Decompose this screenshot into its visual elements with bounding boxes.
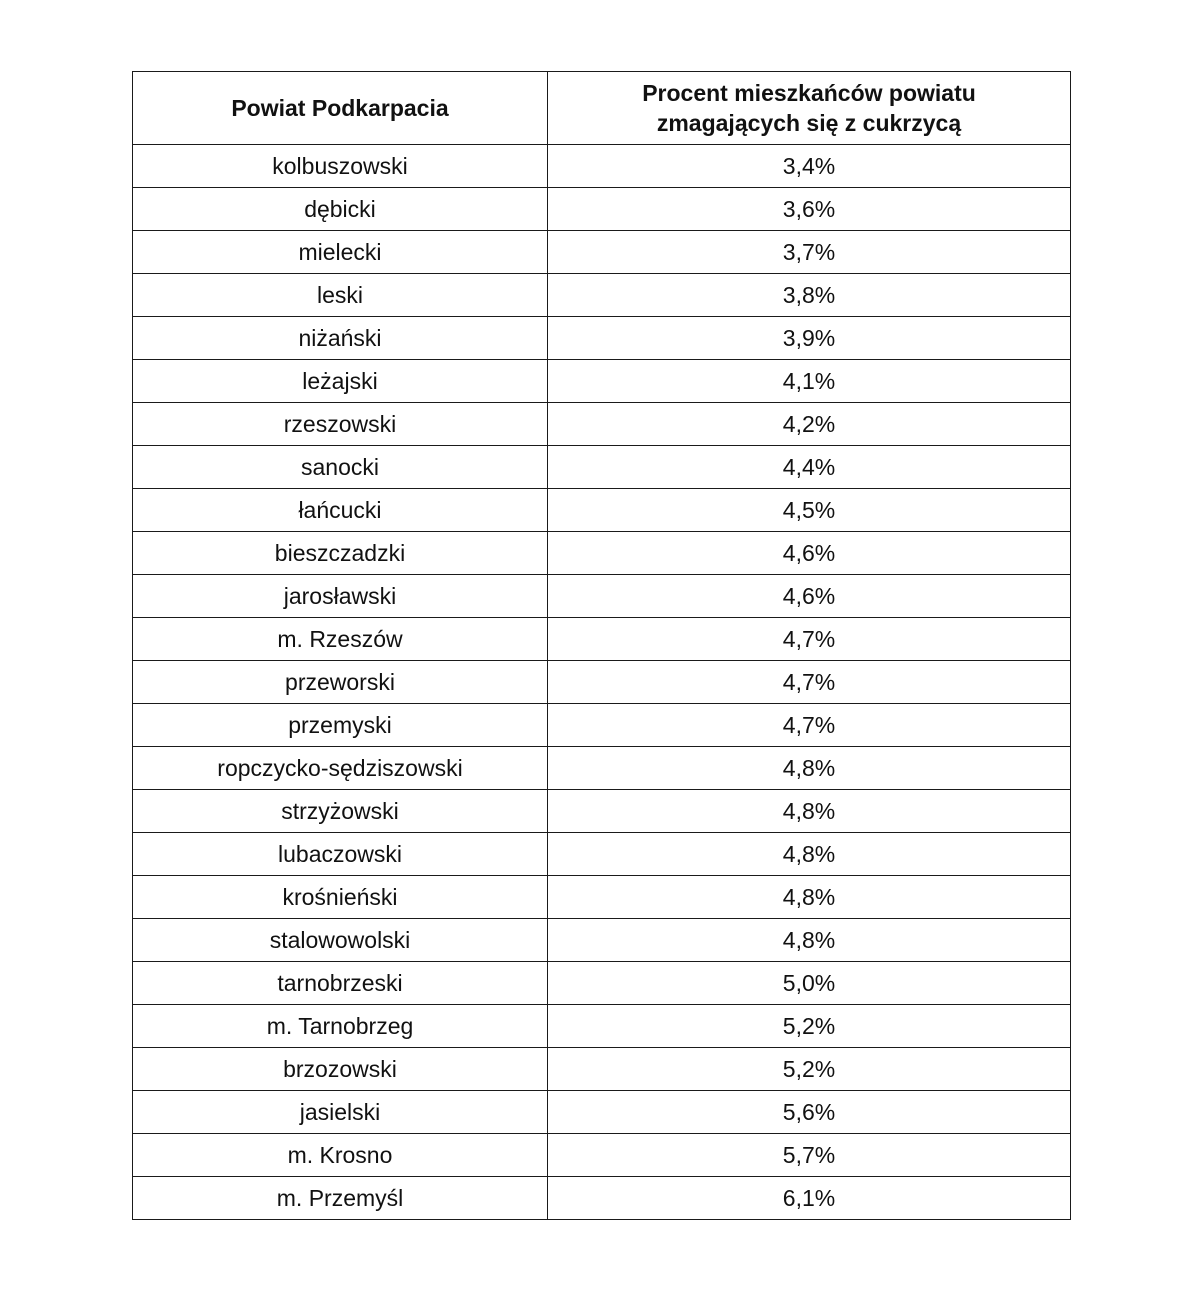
table-row (133, 145, 1071, 188)
county-cell: jasielski (133, 1091, 548, 1134)
percent-cell: 4,1% (548, 360, 1071, 403)
percent-cell: 3,9% (548, 317, 1071, 360)
percent-cell: 4,7% (548, 661, 1071, 704)
percent-cell: 4,5% (548, 489, 1071, 532)
county-cell: kolbuszowski (133, 145, 548, 188)
percent-cell: 4,2% (548, 403, 1071, 446)
table-row (133, 1005, 1071, 1048)
table-row (133, 317, 1071, 360)
table-row (133, 790, 1071, 833)
percent-cell: 4,6% (548, 532, 1071, 575)
county-cell: m. Tarnobrzeg (133, 1005, 548, 1048)
county-cell: ropczycko-sędziszowski (133, 747, 548, 790)
percent-cell: 4,8% (548, 833, 1071, 876)
county-cell: leski (133, 274, 548, 317)
county-cell: brzozowski (133, 1048, 548, 1091)
county-cell: strzyżowski (133, 790, 548, 833)
county-cell: łańcucki (133, 489, 548, 532)
county-cell: tarnobrzeski (133, 962, 548, 1005)
county-cell: dębicki (133, 188, 548, 231)
county-cell: m. Krosno (133, 1134, 548, 1177)
percent-cell: 4,8% (548, 747, 1071, 790)
county-cell: bieszczadzki (133, 532, 548, 575)
percent-cell: 4,7% (548, 704, 1071, 747)
county-cell: rzeszowski (133, 403, 548, 446)
county-cell: leżajski (133, 360, 548, 403)
table-row (133, 747, 1071, 790)
table-row (133, 446, 1071, 489)
percent-cell: 6,1% (548, 1177, 1071, 1220)
header-percent-line1: Procent mieszkańców powiatu (642, 80, 976, 106)
county-cell: niżański (133, 317, 548, 360)
table-row (133, 833, 1071, 876)
header-row (133, 72, 1071, 145)
table-row (133, 575, 1071, 618)
header-percent (548, 72, 1071, 145)
percent-cell: 4,8% (548, 790, 1071, 833)
diabetes-table (132, 71, 1071, 1220)
table-row (133, 919, 1071, 962)
county-cell: stalowowolski (133, 919, 548, 962)
percent-cell: 4,8% (548, 876, 1071, 919)
county-cell: krośnieński (133, 876, 548, 919)
county-cell: m. Rzeszów (133, 618, 548, 661)
county-cell: mielecki (133, 231, 548, 274)
percent-cell: 5,2% (548, 1005, 1071, 1048)
percent-cell: 4,4% (548, 446, 1071, 489)
table-row (133, 532, 1071, 575)
percent-cell: 5,0% (548, 962, 1071, 1005)
table-row (133, 231, 1071, 274)
table-row (133, 274, 1071, 317)
percent-cell: 5,7% (548, 1134, 1071, 1177)
table-row (133, 704, 1071, 747)
table-row (133, 1048, 1071, 1091)
percent-cell: 4,6% (548, 575, 1071, 618)
table-row (133, 1091, 1071, 1134)
header-county: Powiat Podkarpacia (133, 72, 548, 145)
table-row (133, 962, 1071, 1005)
table-row (133, 618, 1071, 661)
header-percent-line2: zmagających się z cukrzycą (656, 110, 962, 136)
county-cell: przemyski (133, 704, 548, 747)
county-cell: jarosławski (133, 575, 548, 618)
table-row (133, 1177, 1071, 1220)
percent-cell: 4,7% (548, 618, 1071, 661)
table-body (133, 145, 1071, 1220)
percent-cell: 5,6% (548, 1091, 1071, 1134)
percent-cell: 4,8% (548, 919, 1071, 962)
table-row (133, 876, 1071, 919)
percent-cell: 3,4% (548, 145, 1071, 188)
table-row (133, 188, 1071, 231)
county-cell: przeworski (133, 661, 548, 704)
county-cell: lubaczowski (133, 833, 548, 876)
table-row (133, 1134, 1071, 1177)
percent-cell: 5,2% (548, 1048, 1071, 1091)
percent-cell: 3,7% (548, 231, 1071, 274)
table-row (133, 661, 1071, 704)
county-cell: m. Przemyśl (133, 1177, 548, 1220)
percent-cell: 3,8% (548, 274, 1071, 317)
table-row (133, 403, 1071, 446)
county-cell: sanocki (133, 446, 548, 489)
table-row (133, 489, 1071, 532)
table-row (133, 360, 1071, 403)
percent-cell: 3,6% (548, 188, 1071, 231)
